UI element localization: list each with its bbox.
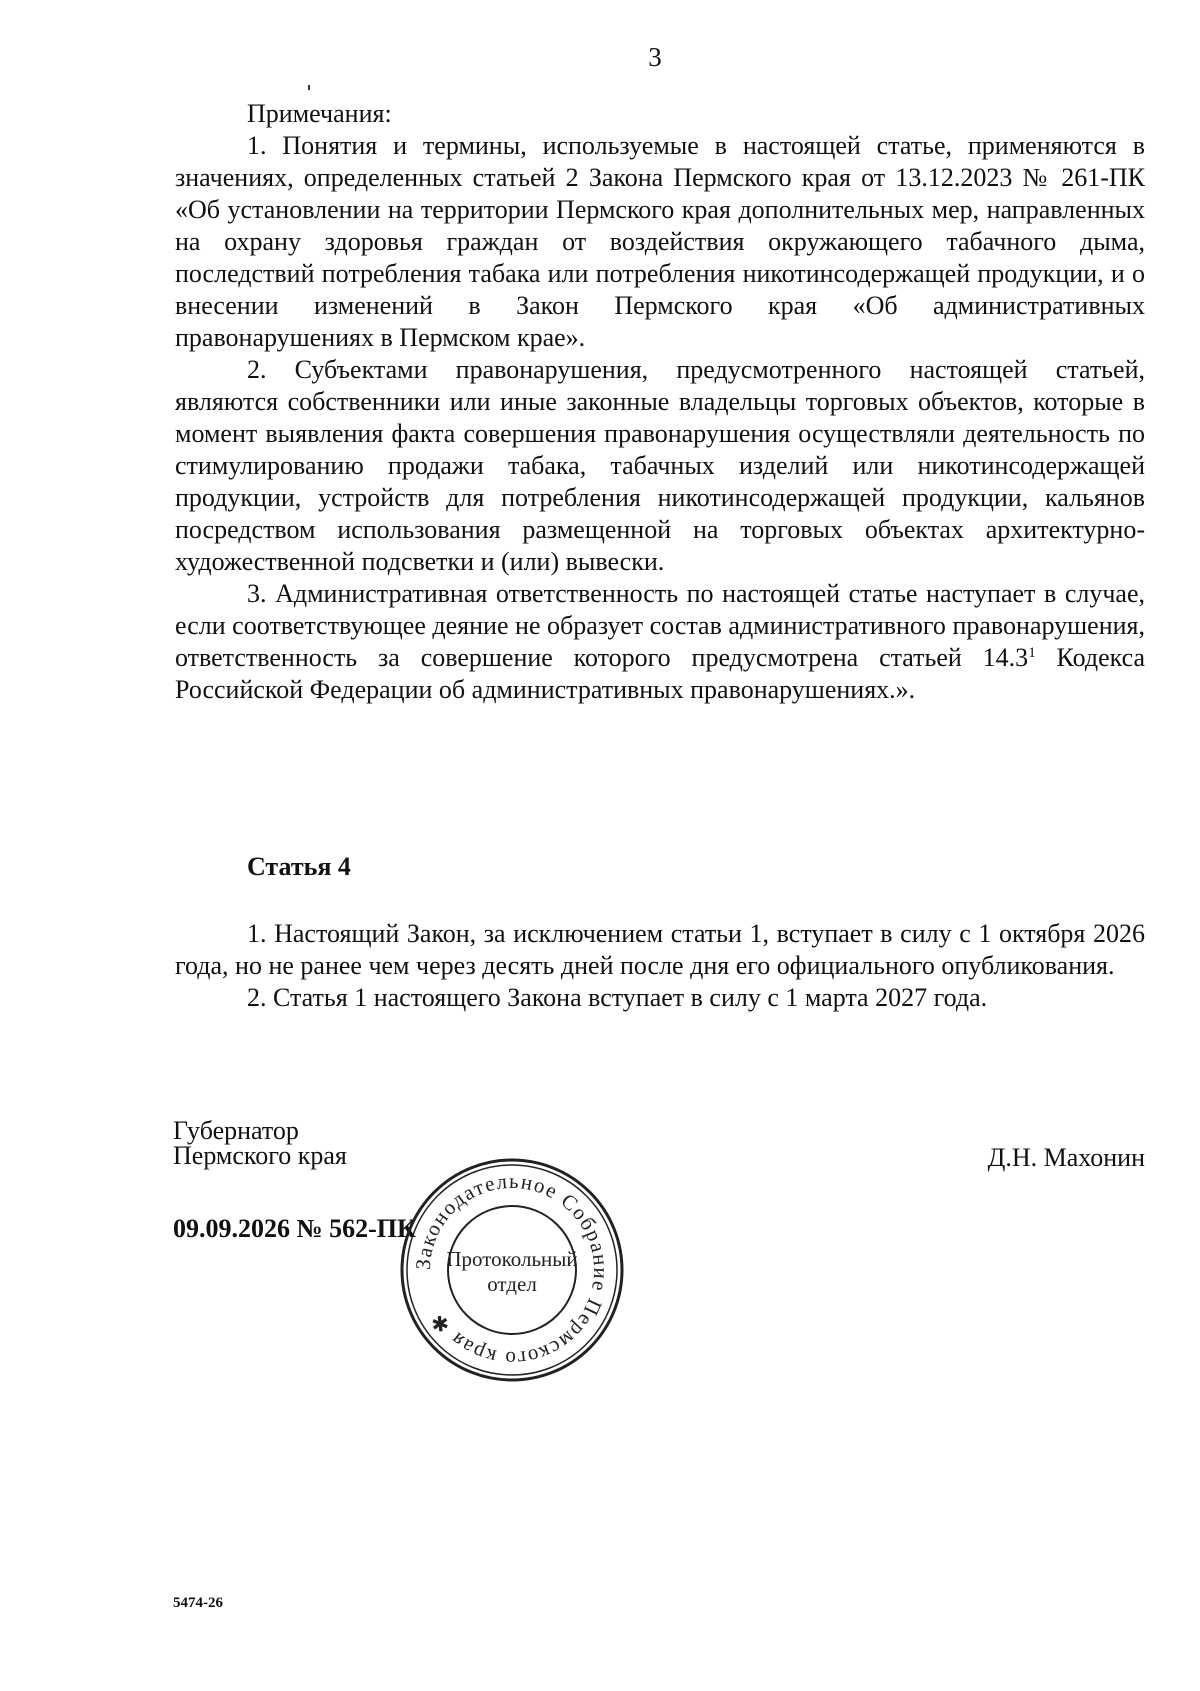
note-paragraph-1: 1. Понятия и термины, используемые в настоящей статье, применяются в значениях, определенных статьей 2 Закона Пермского края от 13.12.2023 № 261-ПК «Об установлении на территории Пермского края дополнительных мер, направленных на охрану здоровья граждан от воздействия окружающего табачного дыма, последствий потребления табака или потребления никотинсодержащей продукции, и о внесении изменений в Закон Пермского края «Об административных правонарушениях в Пермском крае». [175, 131, 1145, 352]
governor-title-line-1: Губернатор [173, 1116, 299, 1145]
official-seal [397, 1155, 627, 1385]
note-paragraph-3-text: 3. Административная ответственность по настоящей статье наступает в случае, если соответствующее деяние не образует состав административного правонарушения, ответственность за совершение которого предусмотрена статьей 14.3 [175, 579, 1145, 672]
seal-center-line-1: Протокольный [446, 1247, 578, 1271]
note-paragraph-2: 2. Субъектами правонарушения, предусмотренного настоящей статьей, являются собственники или иные законные владельцы торговых объектов, которые в момент выявления факта совершения правонарушения осуществляли деятельность по стимулированию продажи табака, табачных изделий или никотинсодержащей продукции, устройств для потребления никотинсодержащей продукции, кальянов посредством использования размещенной на торговых объектах архитектурно-художественной подсветки и (или) вывески. [175, 355, 1145, 576]
notes-body [175, 130, 1145, 706]
note-paragraph-3-tail: Кодекса Российской Федерации об административных правонарушениях.». [175, 643, 1145, 704]
article-paragraph-2: 2. Статья 1 настоящего Закона вступает в силу с 1 марта 2027 года. [247, 983, 988, 1012]
document-code: 5474-26 [173, 1595, 223, 1611]
law-number: 09.09.2026 № 562-ПК [173, 1214, 416, 1243]
scan-artifact-dot [308, 85, 310, 90]
page-number: 3 [648, 42, 662, 72]
note-paragraph-3 [175, 578, 1145, 706]
superscript-index: 1 [1028, 645, 1036, 661]
governor-name: Д.Н. Махонин [987, 1143, 1145, 1172]
governor-title-line-2: Пермского края [173, 1141, 347, 1170]
article-body [175, 918, 1145, 1014]
seal-center-line-2: отдел [487, 1272, 537, 1296]
article-heading: Статья 4 [247, 852, 351, 881]
governor-title [173, 1118, 347, 1168]
article-paragraph-1: 1. Настоящий Закон, за исключением статьи 1, вступает в силу с 1 октября 2026 года, но не ранее чем через десять дней после дня его официального опубликования. [175, 919, 1145, 980]
notes-heading: Примечания: [247, 99, 392, 128]
seal-ring-text: Законодательное Собрание Пермского края ✱ [410, 1168, 614, 1372]
